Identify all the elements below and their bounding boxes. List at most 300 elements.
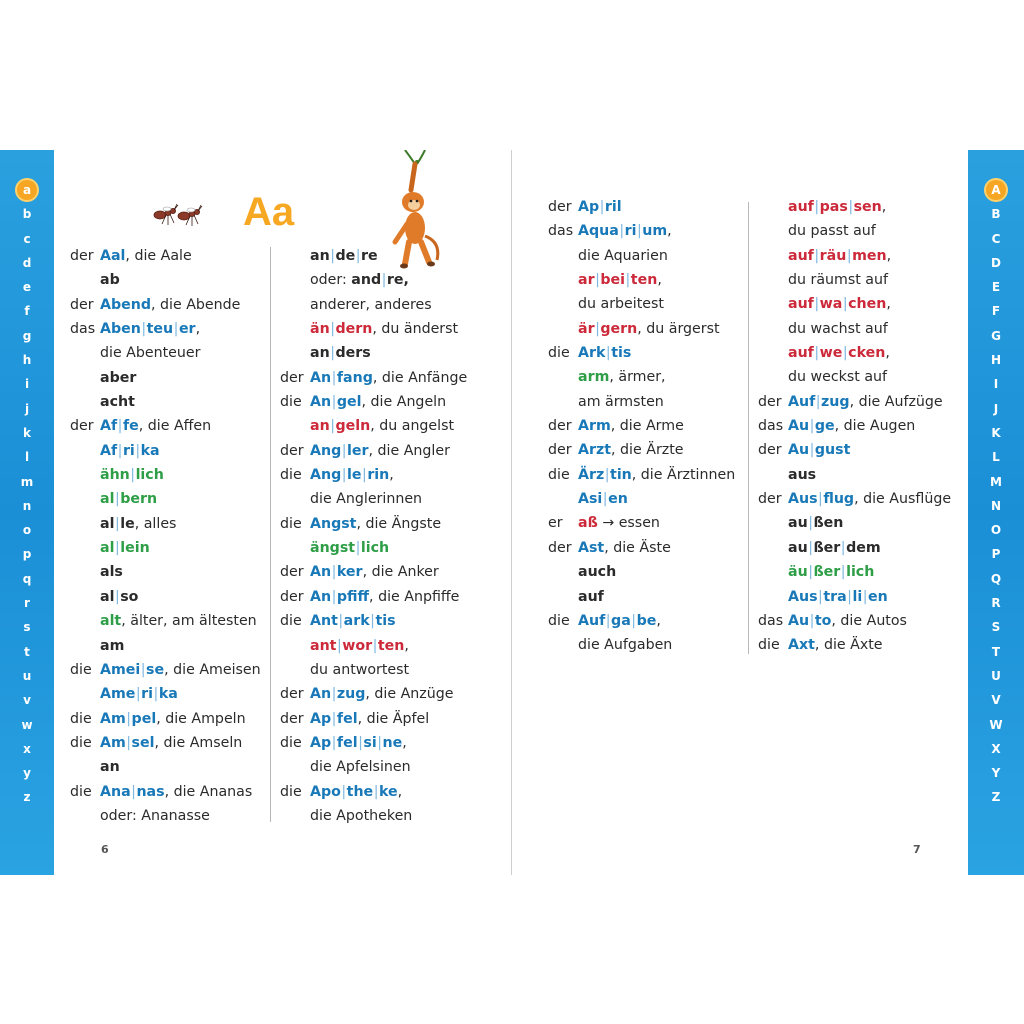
syllable-divider: | [595, 320, 600, 337]
entry-note: , [667, 223, 672, 240]
article: die [70, 710, 92, 727]
entry-text [578, 219, 672, 243]
entry-text [100, 780, 252, 804]
article: die [758, 637, 780, 654]
headword: an|de|re [310, 248, 378, 264]
alphabet-tab-c[interactable]: C [991, 231, 1001, 246]
syllable-divider: | [842, 345, 848, 362]
alphabet-tab-o[interactable]: O [990, 523, 1002, 538]
alphabet-tab-p[interactable]: p [22, 547, 32, 562]
syllable-divider: | [362, 467, 367, 484]
alphabet-tab-s[interactable]: S [991, 620, 1001, 635]
entry-text [310, 244, 378, 268]
headword: aber [100, 369, 137, 386]
entry-note: , du angelst [370, 418, 455, 435]
syllable-divider: | [117, 442, 123, 459]
entry-note: , die Angeln [361, 394, 447, 411]
headword: Aben|teu|er [100, 321, 196, 338]
entry-text [578, 244, 668, 268]
alphabet-tab-l[interactable]: l [24, 450, 30, 465]
syllable-divider: | [842, 296, 848, 313]
headword: Ame|ri|ka [100, 686, 178, 703]
entry-text [100, 487, 157, 511]
syllable-divider: | [331, 710, 337, 727]
alphabet-tab-h[interactable]: h [22, 353, 32, 368]
article: der [548, 199, 572, 215]
entry-note: , [195, 321, 201, 338]
syllable-divider: | [815, 393, 821, 410]
entry-note: , [885, 345, 890, 362]
article: der [70, 296, 94, 313]
entry-text [100, 804, 210, 828]
alphabet-tab-y[interactable]: y [23, 766, 31, 781]
alphabet-tab-i[interactable]: i [24, 377, 30, 392]
article: die [280, 467, 302, 484]
headword: Aus|tra|li|en [788, 588, 888, 605]
alphabet-tab-e[interactable]: E [991, 280, 1001, 295]
headword: Am|sel [100, 734, 155, 751]
headword: än|dern [310, 321, 373, 338]
entry-text [100, 536, 150, 560]
article: die [280, 613, 302, 630]
headword: An|ker [310, 564, 363, 581]
syllable-divider: | [114, 491, 120, 508]
syllable-divider: | [341, 467, 347, 484]
alphabet-tab-g[interactable]: g [22, 328, 32, 343]
entry-note: , die Anzüge [365, 686, 454, 703]
entry-text [788, 463, 816, 487]
headword: ab [100, 272, 120, 289]
headword: au|ßer|dem [788, 539, 881, 556]
article: das [548, 223, 574, 240]
headword: Ap|ril [578, 199, 622, 215]
headword: auf|we|cken [788, 345, 886, 362]
entry-text [310, 341, 371, 365]
headword: Auf|zug [788, 393, 850, 410]
headword: Af|fe [100, 418, 139, 435]
alphabet-tab-n[interactable]: N [990, 498, 1002, 513]
headword: alt [100, 613, 122, 630]
headword: acht [100, 394, 135, 411]
article: das [758, 612, 784, 629]
entry-text [788, 438, 850, 462]
entry-note: , [886, 247, 892, 264]
entry-note: , [881, 199, 887, 215]
syllable-divider: | [808, 564, 813, 581]
entry-text [788, 341, 890, 365]
headword: auf [578, 588, 604, 605]
article: der [548, 539, 572, 556]
entry-text [310, 560, 439, 584]
headword: au|ßen [788, 515, 844, 532]
entry-text [310, 536, 389, 560]
entry-text [100, 414, 211, 438]
syllable-divider: | [818, 491, 823, 508]
headword: är|gern [578, 320, 638, 337]
article: der [758, 491, 782, 508]
entry-note: die Anglerinnen [310, 491, 423, 508]
entry-text [788, 268, 888, 292]
alphabet-tab-z[interactable]: z [23, 790, 31, 805]
headword: ängst|lich [310, 540, 390, 557]
entry-note: die Aufgaben [578, 637, 673, 654]
entry-note: , die Aale [125, 248, 192, 264]
syllable-divider: | [631, 612, 637, 629]
alphabet-tab-t[interactable]: t [24, 644, 30, 659]
syllable-divider: | [331, 564, 337, 581]
syllable-divider: | [330, 418, 335, 435]
syllable-divider: | [114, 540, 120, 557]
article: der [280, 686, 304, 703]
headword-variant: and|re [351, 272, 404, 289]
entry-note: du passt auf [788, 223, 876, 240]
alphabet-tab-v[interactable]: V [991, 693, 1001, 708]
syllable-divider: | [331, 588, 337, 605]
entry-note: , die Augen [834, 418, 916, 435]
entry-text [310, 780, 402, 804]
entry-text [578, 487, 628, 511]
entry-note: , die Äste [604, 539, 671, 556]
monkey-illustration [385, 150, 445, 275]
syllable-divider: | [358, 734, 363, 751]
entry-text [310, 585, 459, 609]
entry-text [100, 658, 261, 682]
entry-note: , die Ängste [356, 515, 442, 532]
syllable-divider: | [331, 734, 337, 751]
entry-text [788, 219, 876, 243]
alphabet-tab-r[interactable]: R [991, 596, 1001, 611]
syllable-divider: | [341, 442, 347, 459]
entry-text [578, 463, 735, 487]
left-alphabet-index [0, 178, 54, 810]
section-heading: Aa [243, 190, 295, 234]
article: die [70, 783, 92, 800]
entry-text [310, 634, 409, 658]
alphabet-tab-c[interactable]: c [23, 231, 31, 246]
syllable-divider: | [846, 247, 852, 264]
entry-text [788, 195, 886, 219]
headword: Ang|le|rin [310, 467, 390, 484]
syllable-divider: | [355, 540, 361, 557]
headword: Ark|tis [578, 345, 632, 362]
article: der [548, 442, 572, 459]
entry-text [310, 293, 432, 317]
entry-note: , die Ärzte [611, 442, 684, 459]
alphabet-tab-a[interactable] [0, 178, 54, 202]
entry-text [788, 560, 874, 584]
entry-text [578, 268, 662, 292]
entry-note: , die Abende [151, 296, 241, 313]
alphabet-tab-b[interactable]: B [991, 207, 1001, 222]
entry-note: du räumst auf [788, 272, 888, 289]
alphabet-tab-i[interactable]: I [993, 377, 999, 392]
alphabet-tab-x[interactable]: X [991, 741, 1001, 756]
entry-text [310, 755, 411, 779]
syllable-divider: | [331, 394, 337, 411]
entry-note: , [389, 467, 394, 484]
entry-note: , [657, 272, 662, 289]
entry-note: , die Angler [368, 442, 450, 459]
alphabet-tab-j[interactable]: j [24, 401, 30, 416]
entry-note: , [402, 734, 407, 751]
entry-note: du arbeitest [578, 296, 664, 313]
headword: An|fang [310, 369, 373, 386]
alphabet-tab-a[interactable] [968, 178, 1024, 202]
headword: Au|to [788, 612, 832, 629]
headword: äu|ßer|lich [788, 564, 875, 581]
syllable-divider: | [140, 661, 146, 678]
headword: Arm [578, 418, 611, 435]
headword: Ant|ark|tis [310, 613, 396, 630]
syllable-divider: | [126, 734, 132, 751]
syllable-divider: | [117, 418, 123, 435]
headword: Abend [100, 296, 152, 313]
alphabet-tab-s[interactable]: s [23, 620, 31, 635]
syllable-divider: | [599, 199, 605, 215]
headword: ant|wor|ten [310, 637, 405, 654]
entry-note: , [397, 783, 403, 800]
article: die [70, 734, 92, 751]
syllable-divider: | [114, 588, 120, 605]
alphabet-tab-m[interactable]: m [20, 474, 34, 489]
active-letter-badge: A [986, 180, 1006, 200]
headword: Au|gust [788, 442, 851, 459]
alphabet-tab-p[interactable]: P [991, 547, 1001, 562]
entry-note: am ärmsten [578, 393, 664, 410]
entry-text [578, 511, 660, 535]
article: das [70, 321, 96, 338]
headword: An|pfiff [310, 588, 370, 605]
alphabet-tab-v[interactable]: v [23, 693, 31, 708]
syllable-divider: | [381, 272, 387, 289]
entry-note: , du änderst [372, 321, 459, 338]
headword: Ana|nas [100, 783, 165, 800]
entry-text [100, 268, 120, 292]
entry-note: , die Ameisen [164, 661, 261, 678]
alphabet-tab-f[interactable]: F [991, 304, 1001, 319]
article: die [548, 612, 570, 629]
left-alphabet-strip [0, 150, 54, 875]
entry-note: , [656, 612, 661, 629]
headword: An|gel [310, 394, 362, 411]
entry-text [100, 366, 136, 390]
entry-text [788, 609, 907, 633]
syllable-divider: | [814, 345, 820, 362]
entry-text [100, 634, 124, 658]
headword: al|so [100, 588, 139, 605]
right-alphabet-index [968, 178, 1024, 810]
syllable-divider: | [130, 467, 136, 484]
entry-note: , die Amseln [154, 734, 243, 751]
right-page-number: 7 [913, 843, 921, 856]
alphabet-tab-r[interactable]: r [24, 596, 30, 611]
entry-text [310, 804, 412, 828]
syllable-divider: | [126, 710, 132, 727]
headword: an|ders [310, 345, 371, 362]
alphabet-tab-e[interactable]: e [22, 280, 32, 295]
headword: al|le [100, 515, 135, 532]
entry-text [310, 390, 446, 414]
syllable-divider: | [814, 199, 820, 215]
headword: Au|ge [788, 418, 835, 435]
article: der [280, 564, 304, 581]
syllable-divider: | [840, 539, 846, 556]
entry-text [310, 439, 450, 463]
headword: al|bern [100, 491, 158, 508]
alphabet-tab-q[interactable]: q [22, 571, 32, 586]
alphabet-tab-n[interactable]: n [22, 498, 32, 513]
alphabet-tab-q[interactable]: Q [990, 571, 1002, 586]
syllable-divider: | [330, 248, 335, 264]
entry-text [310, 366, 467, 390]
syllable-divider: | [848, 199, 854, 215]
alphabet-tab-x[interactable]: x [23, 741, 31, 756]
headword: auf|wa|chen [788, 296, 887, 313]
headword: am [100, 637, 125, 654]
entry-text [578, 317, 720, 341]
entry-note: , du ärgerst [637, 320, 720, 337]
right-alphabet-strip [968, 150, 1024, 875]
entry-text [788, 292, 891, 316]
entry-text [310, 268, 409, 292]
syllable-divider: | [330, 321, 335, 338]
headword: Ap|fel|si|ne [310, 734, 403, 751]
headword: An|zug [310, 686, 366, 703]
headword: Ang|ler [310, 442, 369, 459]
entry-text [578, 292, 664, 316]
syllable-divider: | [373, 783, 379, 800]
syllable-divider: | [372, 637, 378, 654]
article: die [280, 394, 302, 411]
entry-text [578, 560, 616, 584]
entry-text [100, 585, 138, 609]
entry-text [578, 414, 684, 438]
alphabet-tab-m[interactable]: M [990, 474, 1002, 489]
entry-text [100, 293, 240, 317]
syllable-divider: | [135, 442, 141, 459]
syllable-divider: | [595, 272, 600, 289]
entry-text [100, 609, 257, 633]
article: die [280, 734, 302, 751]
entry-note: die Apfelsinen [310, 759, 411, 776]
alphabet-tab-d[interactable]: D [991, 255, 1001, 270]
entry-note: die Aquarien [578, 247, 668, 264]
entry-text [310, 682, 453, 706]
headword: Aus|flug [788, 491, 855, 508]
entry-text [788, 536, 881, 560]
syllable-divider: | [814, 247, 820, 264]
syllable-divider: | [808, 539, 813, 556]
alphabet-tab-u[interactable]: U [991, 668, 1001, 683]
headword: auf|pas|sen [788, 199, 882, 215]
entry-text [310, 731, 407, 755]
alphabet-tab-u[interactable]: u [22, 668, 32, 683]
alphabet-tab-z[interactable]: Z [991, 790, 1001, 805]
alphabet-tab-j[interactable]: J [993, 401, 999, 416]
entry-text [578, 195, 622, 219]
entry-note: die Apotheken [310, 807, 413, 824]
alphabet-tab-o[interactable]: o [22, 523, 32, 538]
syllable-divider: | [809, 418, 815, 435]
alphabet-tab-f[interactable]: f [24, 304, 30, 319]
article: der [758, 393, 782, 410]
entry-note: → essen [597, 515, 660, 532]
entry-text [310, 512, 441, 536]
dictionary-spread [0, 150, 1024, 875]
syllable-divider: | [625, 272, 631, 289]
syllable-divider: | [840, 564, 846, 581]
entry-text [100, 707, 246, 731]
alphabet-tab-l[interactable]: L [992, 450, 1000, 465]
entry-text [788, 390, 943, 414]
headword: Aqua|ri|um [578, 223, 668, 240]
headword: ar|bei|ten [578, 272, 658, 289]
syllable-divider: | [336, 637, 342, 654]
alphabet-tab-w[interactable]: w [21, 717, 33, 732]
headword: Arzt [578, 442, 612, 459]
headword: ähn|lich [100, 467, 164, 484]
entry-text [310, 414, 454, 438]
entry-note: , die Äxte [814, 637, 883, 654]
syllable-divider: | [847, 588, 852, 605]
entry-note: , die Anfänge [372, 369, 468, 386]
entry-note: anderer, anderes [310, 296, 432, 313]
article: der [280, 442, 304, 459]
headword: als [100, 564, 123, 581]
entry-note: oder: [310, 272, 352, 289]
alphabet-tab-y[interactable]: Y [991, 766, 1001, 781]
article: der [70, 248, 94, 264]
entry-text [310, 658, 409, 682]
alphabet-tab-k[interactable]: K [991, 425, 1001, 440]
alphabet-tab-d[interactable]: d [22, 255, 32, 270]
headword: auf|räu|men [788, 247, 887, 264]
entry-note: , alles [134, 515, 177, 532]
syllable-divider: | [370, 613, 375, 630]
entry-text [100, 560, 123, 584]
alphabet-tab-h[interactable]: H [990, 353, 1002, 368]
headword: an [100, 759, 120, 776]
entry-note: , die Ausflüge [854, 491, 952, 508]
syllable-divider: | [114, 515, 120, 532]
entry-note: , [403, 272, 409, 289]
entry-text [788, 317, 888, 341]
article: der [280, 369, 304, 386]
syllable-divider: | [153, 686, 159, 703]
entry-note: , die Anker [362, 564, 439, 581]
article: der [548, 418, 572, 435]
alphabet-tab-b[interactable]: b [22, 207, 32, 222]
alphabet-tab-w[interactable]: W [989, 717, 1003, 732]
syllable-divider: | [636, 223, 642, 240]
syllable-divider: | [605, 612, 611, 629]
entry-note: , die Affen [138, 418, 212, 435]
alphabet-tab-t[interactable]: T [991, 644, 1001, 659]
entry-note: , [886, 296, 891, 313]
alphabet-tab-g[interactable]: G [991, 328, 1001, 343]
alphabet-tab-k[interactable]: k [23, 425, 31, 440]
syllable-divider: | [809, 612, 815, 629]
headword: aus [788, 466, 817, 483]
page-gutter [511, 150, 512, 875]
headword: Aal [100, 248, 126, 264]
entry-text [100, 341, 200, 365]
entry-text [100, 731, 242, 755]
entry-note: oder: Ananasse [100, 807, 210, 824]
entry-note: , die Ampeln [156, 710, 246, 727]
entry-text [788, 511, 843, 535]
headword: Af|ri|ka [100, 442, 160, 459]
